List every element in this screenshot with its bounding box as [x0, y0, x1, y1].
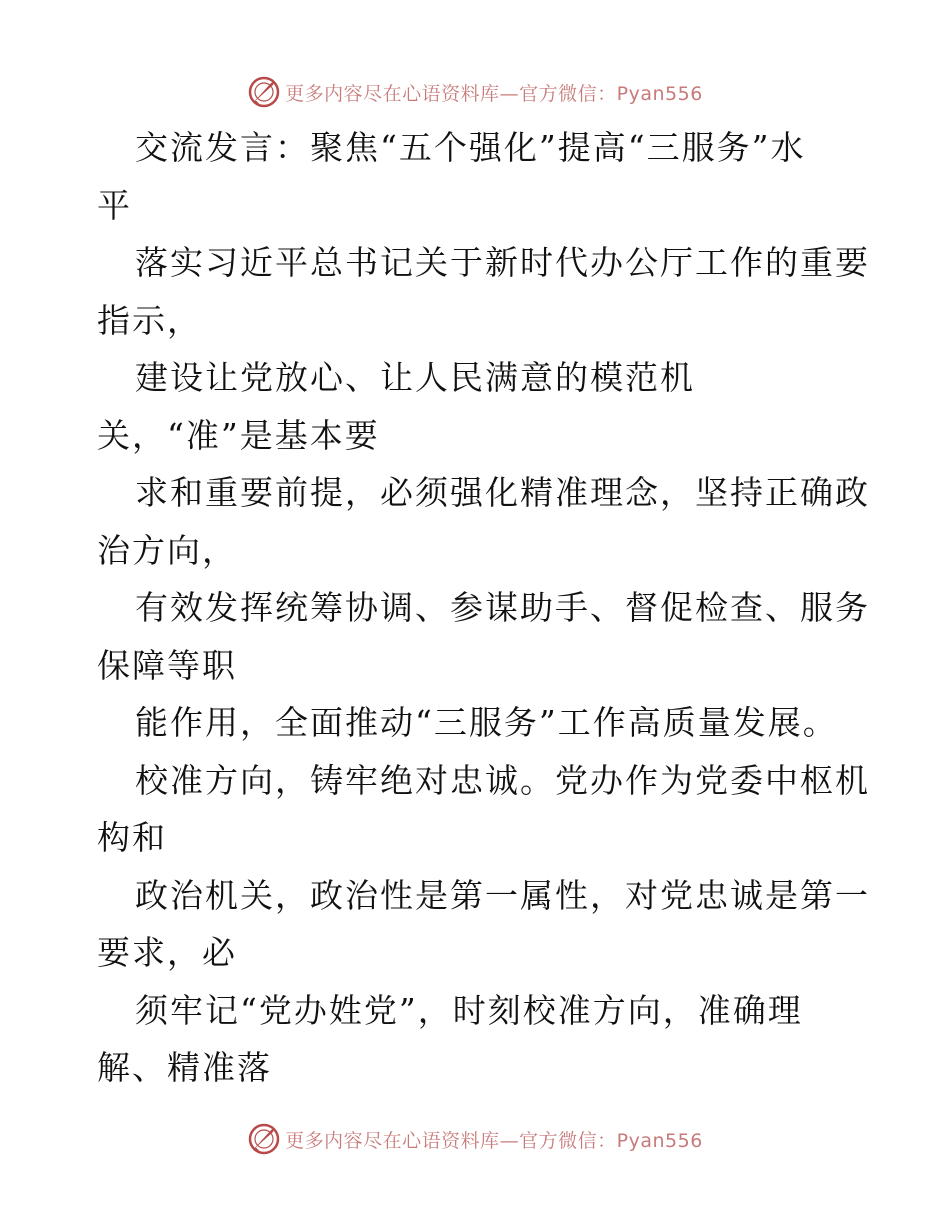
- text-line: 政治机关，政治性是第一属性，对党忠诚是第一: [135, 875, 870, 915]
- text-line: 解、精准落: [97, 1048, 272, 1087]
- text-line: 关，“准”是基本要: [97, 415, 380, 455]
- text-line: 落实习近平总书记关于新时代办公厅工作的重要: [135, 243, 870, 282]
- quill-logo-icon: [247, 75, 281, 109]
- text-line: 须牢记“党办姓党”，时刻校准方向，准确理: [135, 990, 803, 1030]
- text-line: 平: [97, 185, 132, 225]
- text-line: 治方向，: [97, 530, 237, 570]
- text-line: 指示，: [97, 300, 202, 340]
- header-banner: [0, 72, 950, 112]
- footer-banner: [0, 1119, 950, 1159]
- text-line: 交流发言：聚焦“五个强化”提高“三服务”水: [135, 128, 806, 167]
- text-line: 有效发挥统筹协调、参谋助手、督促检查、服务: [135, 588, 870, 627]
- text-line: 构和: [97, 818, 167, 857]
- footer-banner-text: 更多内容尽在心语资料库—官方微信：Pyan556: [285, 1129, 703, 1152]
- text-line: 能作用，全面推动“三服务”工作高质量发展。: [135, 703, 838, 742]
- text-line: 求和重要前提，必须强化精准理念，坚持正确政: [135, 473, 870, 512]
- text-line: 校准方向，铸牢绝对忠诚。党办作为党委中枢机: [135, 760, 870, 800]
- document-body: [97, 119, 870, 1097]
- text-line: 建设让党放心、让人民满意的模范机: [135, 358, 695, 397]
- text-line: 要求，必: [97, 933, 237, 972]
- header-banner-text: 更多内容尽在心语资料库—官方微信：Pyan556: [285, 82, 703, 105]
- quill-logo-icon: [247, 1122, 281, 1156]
- text-line: 保障等职: [97, 645, 237, 685]
